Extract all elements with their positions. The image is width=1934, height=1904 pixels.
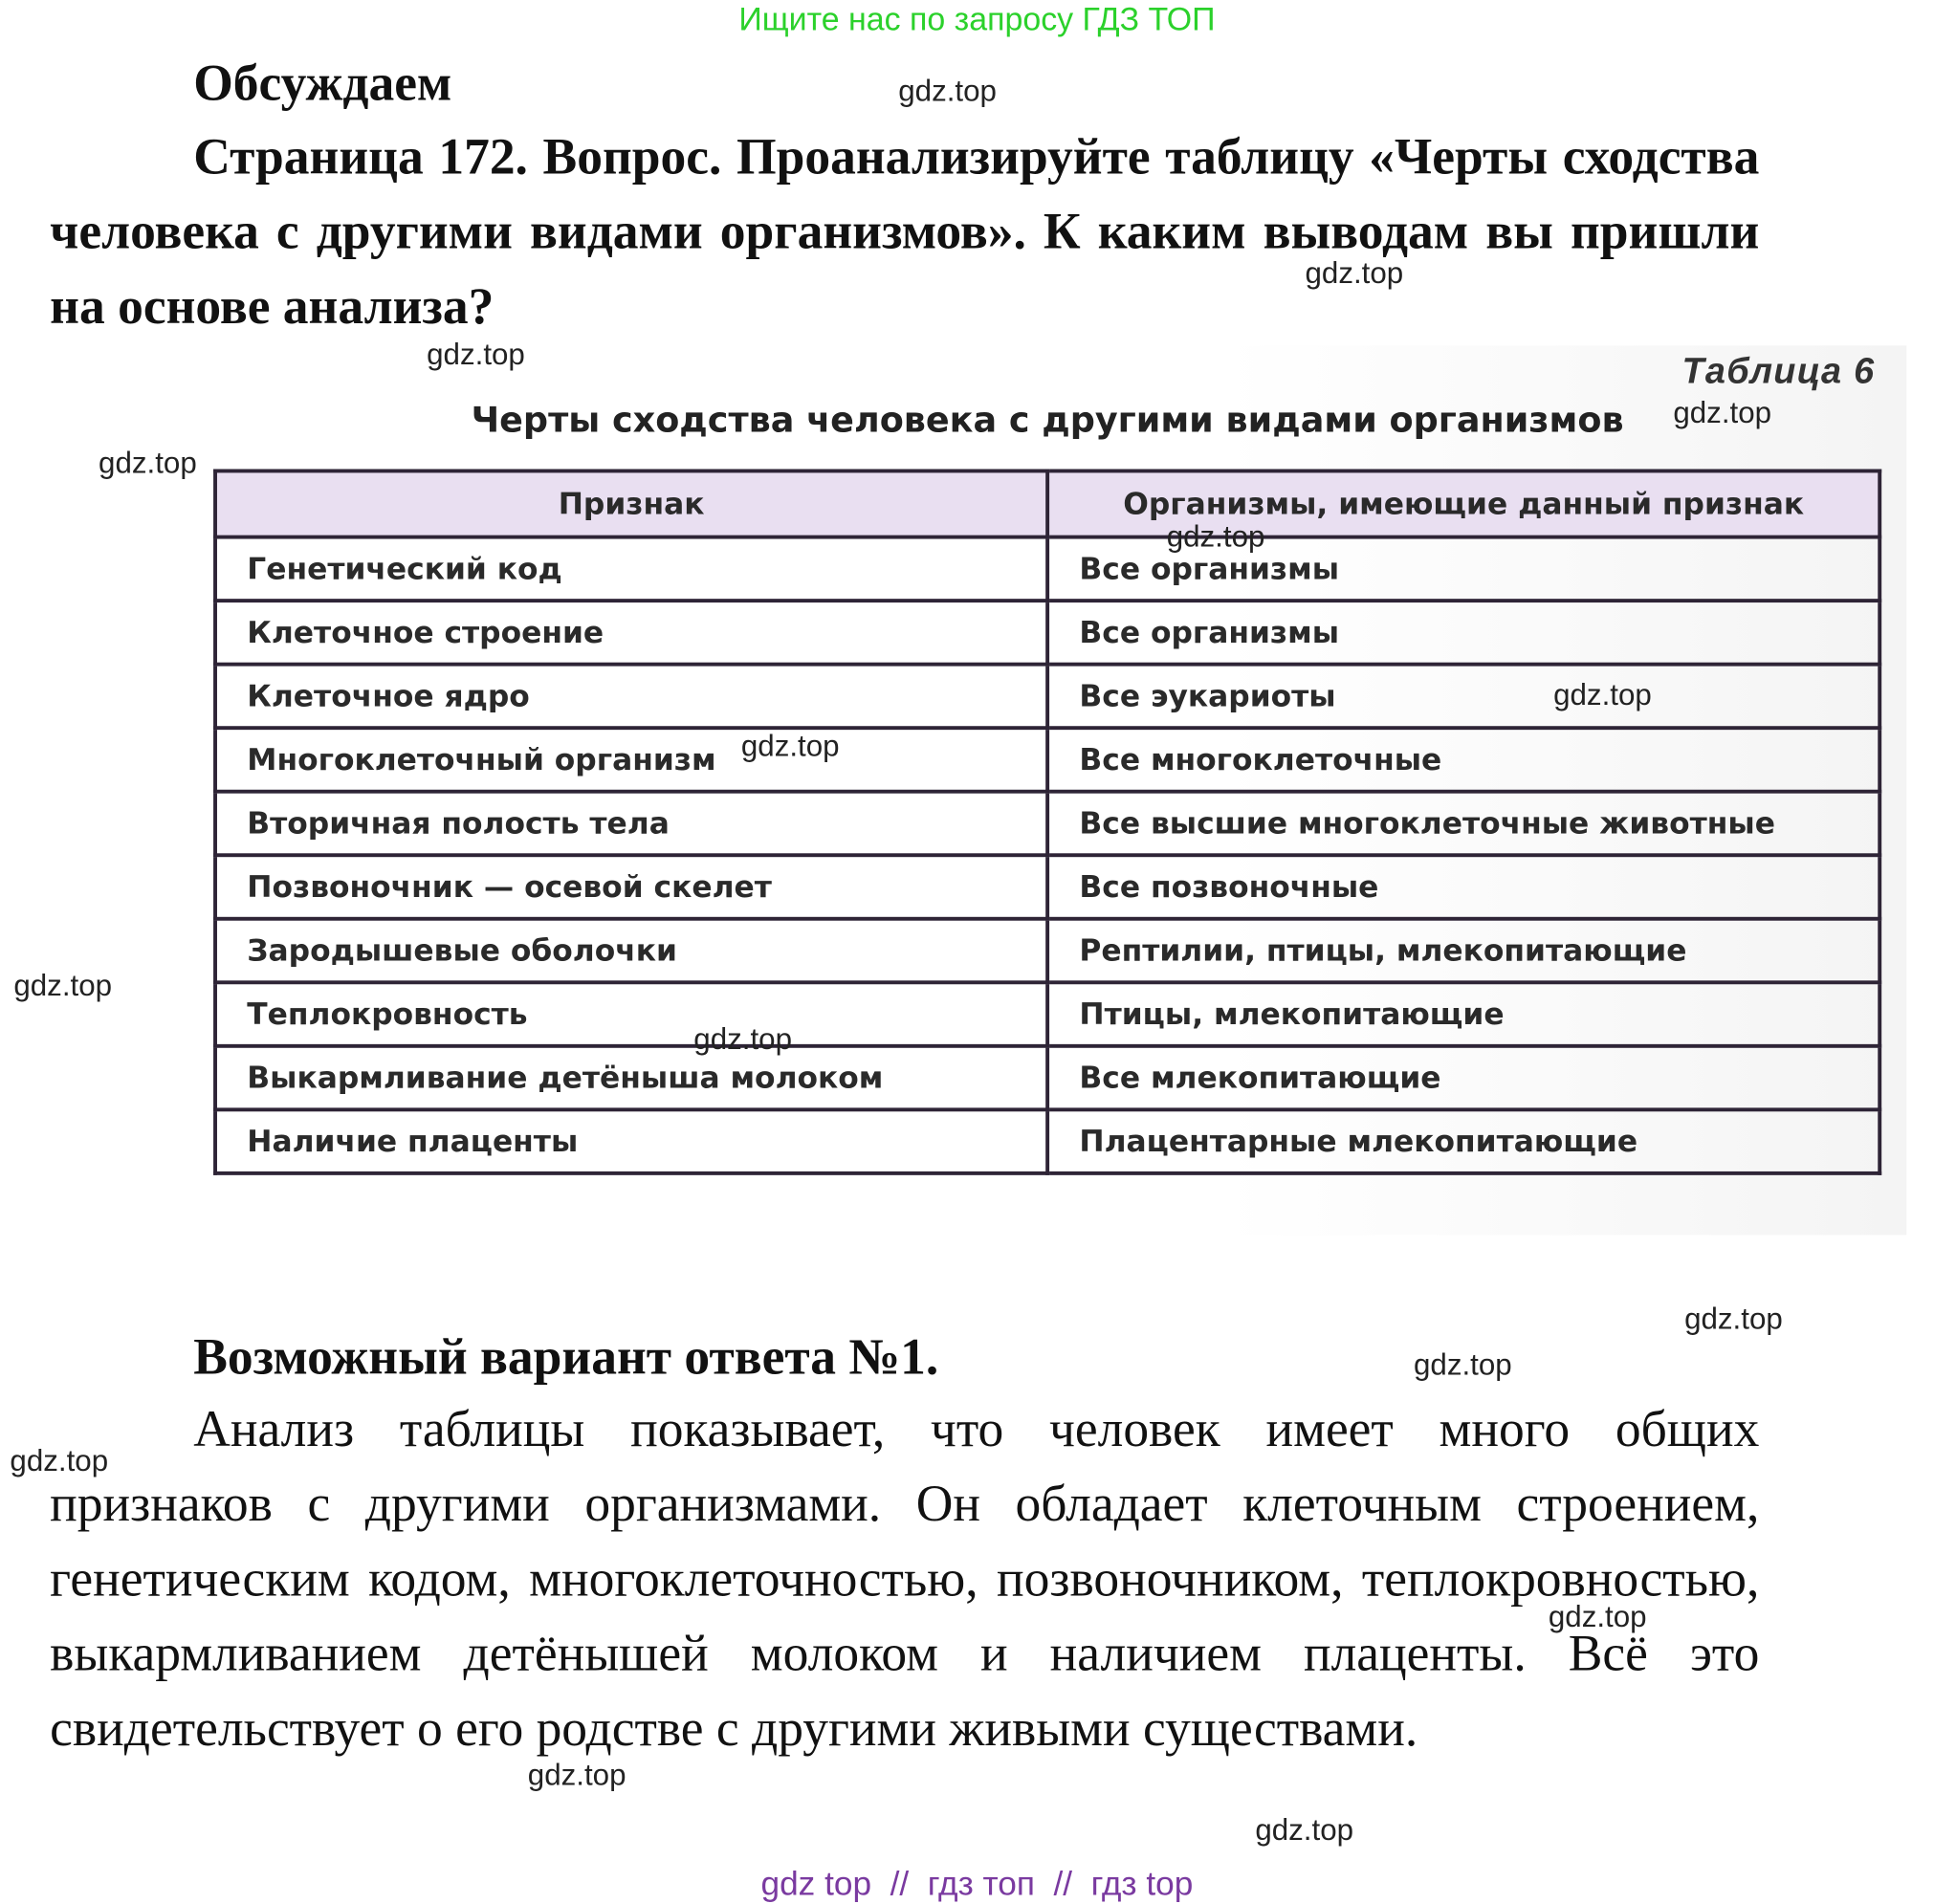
watermark: gdz.top	[1413, 1348, 1512, 1383]
watermark: gdz.top	[1553, 678, 1652, 712]
organisms-cell: Плацентарные млекопитающие	[1047, 1109, 1879, 1173]
table-row	[215, 982, 1879, 1046]
trait-cell: Зародышевые оболочки	[215, 919, 1047, 983]
watermark: gdz.top	[99, 447, 197, 481]
watermark: gdz.top	[1684, 1302, 1783, 1337]
header-organisms: Организмы, имеющие данный признак	[1047, 471, 1879, 536]
organisms-cell: Все высшие многоклеточные животные	[1047, 792, 1879, 856]
organisms-cell: Все многоклеточные	[1047, 728, 1879, 792]
watermark: gdz.top	[527, 1759, 626, 1793]
table-row	[215, 601, 1879, 665]
section-heading: Обсуждаем	[193, 54, 452, 112]
organisms-cell: Все позвоночные	[1047, 855, 1879, 919]
trait-cell: Теплокровность	[215, 982, 1047, 1046]
table-row	[215, 792, 1879, 856]
trait-cell: Клеточное строение	[215, 601, 1047, 665]
table-row	[215, 728, 1879, 792]
watermark: gdz.top	[740, 730, 840, 764]
similarity-table	[213, 469, 1881, 1174]
trait-cell: Клеточное ядро	[215, 665, 1047, 729]
trait-cell: Многоклеточный организм	[215, 728, 1047, 792]
bottom-banner: gdz top // гдз топ // гдз top	[760, 1865, 1194, 1903]
watermark: gdz.top	[1548, 1600, 1647, 1634]
answer-paragraph	[50, 1391, 1759, 1765]
organisms-cell: Рептилии, птицы, млекопитающие	[1047, 919, 1879, 983]
organisms-cell: Все организмы	[1047, 537, 1879, 602]
trait-cell: Вторичная полость тела	[215, 792, 1047, 856]
question-paragraph	[50, 119, 1759, 343]
table-row	[215, 1046, 1879, 1110]
trait-cell: Выкармливание детёныша молоком	[215, 1046, 1047, 1110]
organisms-cell: Птицы, млекопитающие	[1047, 982, 1879, 1046]
watermark: gdz.top	[1166, 519, 1265, 555]
watermark: gdz.top	[1673, 396, 1772, 431]
table-row	[215, 537, 1879, 602]
table-title: Черты сходства человека с другими видами организмов	[471, 399, 1624, 441]
table-header-row	[215, 471, 1879, 536]
watermark: gdz.top	[1255, 1813, 1354, 1848]
organisms-cell: Все организмы	[1047, 601, 1879, 665]
top-banner: Ищите нас по запросу ГДЗ ТОП	[738, 0, 1216, 38]
watermark: gdz.top	[898, 75, 997, 109]
answer-text: Анализ таблицы показывает, что человек имеет много общих признаков с другими организмами. Он обладает клеточным строением, генетическим кодом, многоклеточностью, позвоночником, теплокровностью, выкармливанием детёнышей молоком и наличием плаценты. Всё это свидетельствует о его родстве с другими живыми существами.	[50, 1399, 1760, 1757]
watermark: gdz.top	[427, 338, 525, 372]
trait-cell: Генетический код	[215, 537, 1047, 602]
header-trait: Признак	[215, 471, 1047, 536]
watermark: gdz.top	[10, 1444, 109, 1478]
trait-cell: Наличие плаценты	[215, 1109, 1047, 1173]
table-label: Таблица 6	[1681, 351, 1876, 392]
table-row	[215, 919, 1879, 983]
table-row	[215, 1109, 1879, 1173]
organisms-cell: Все млекопитающие	[1047, 1046, 1879, 1110]
trait-cell: Позвоночник — осевой скелет	[215, 855, 1047, 919]
organisms-cell: Все эукариоты	[1047, 665, 1879, 729]
table-row	[215, 855, 1879, 919]
watermark: gdz.top	[1305, 256, 1404, 291]
question-text: Страница 172. Вопрос. Проанализируйте таблицу «Черты сходства человека с другими видами организмов». К каким выводам вы пришли на основе анализа?	[50, 127, 1760, 335]
watermark: gdz.top	[13, 969, 113, 1003]
watermark: gdz.top	[693, 1022, 793, 1057]
answer-heading: Возможный вариант ответа №1.	[193, 1326, 939, 1385]
